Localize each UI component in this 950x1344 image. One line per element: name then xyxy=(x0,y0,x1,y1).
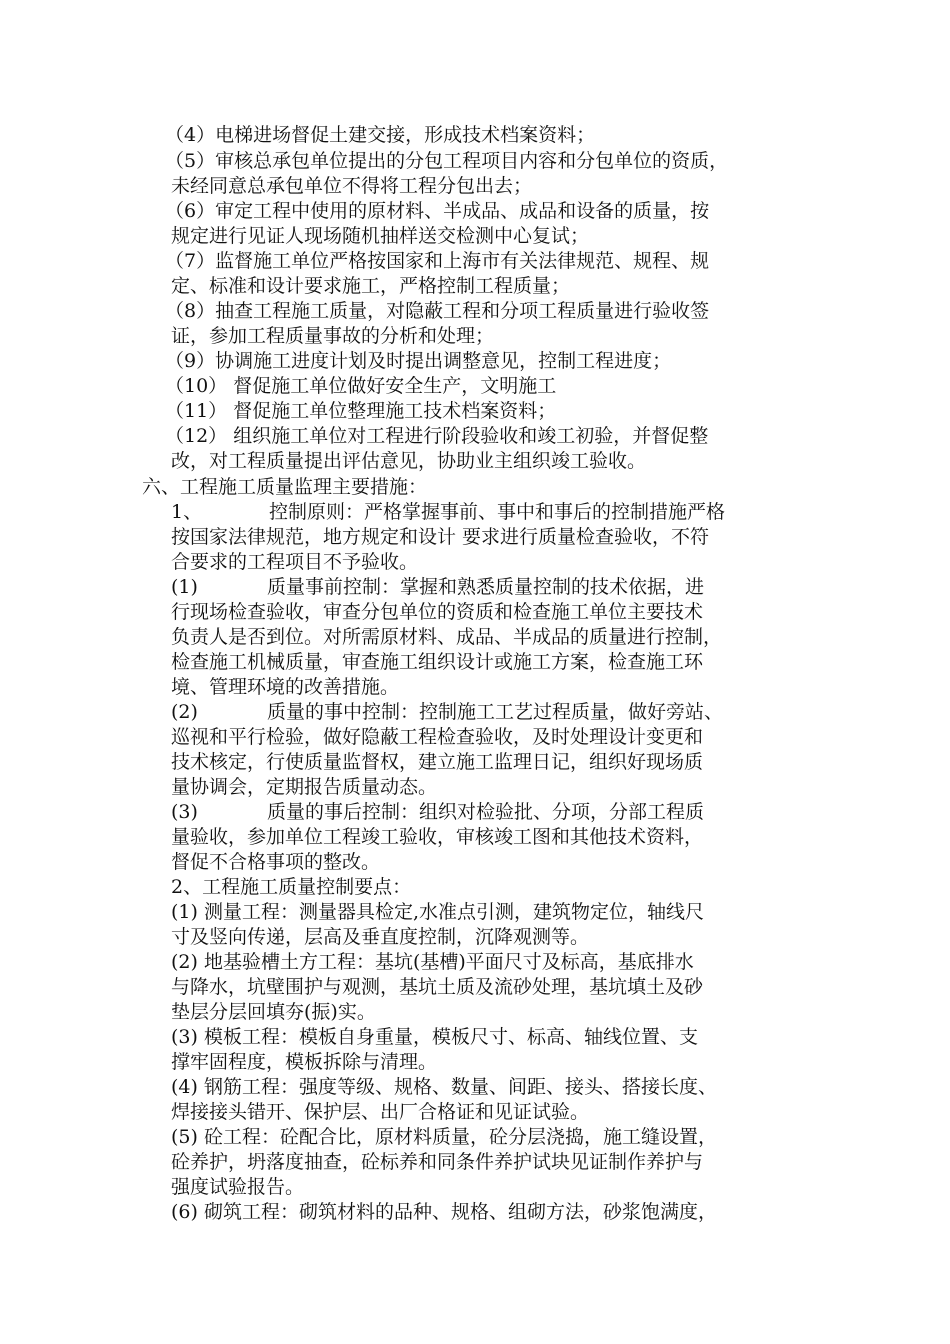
text-line: （6）审定工程中使用的原材料、半成品、成品和设备的质量，按 xyxy=(165,200,710,222)
text-line: 技术核定，行使质量监督权，建立施工监理日记，组织好现场质 xyxy=(171,751,704,773)
text-line: (6) 砌筑工程：砌筑材料的品种、规格、组砌方法，砂浆饱满度， xyxy=(171,1201,717,1223)
list-item xyxy=(165,399,825,424)
control-paragraph xyxy=(171,575,831,700)
list-item xyxy=(165,123,825,148)
text-line: 定、标准和设计要求施工，严格控制工程质量； xyxy=(171,275,571,297)
text-line: 按国家法律规范，地方规定和设计 要求进行质量检查验收，不符 xyxy=(171,526,710,548)
control-paragraph xyxy=(171,700,831,800)
point-paragraph xyxy=(171,1075,831,1125)
control-number: (1) xyxy=(171,576,198,598)
text-line: 负责人是否到位。对所需原材料、成品、半成品的质量进行控制， xyxy=(171,626,723,648)
text-line: 与降水，坑壁围护与观测，基坑土质及流砂处理，基坑填土及砂 xyxy=(171,976,704,998)
point-paragraph xyxy=(171,950,831,1025)
control-number: (3) xyxy=(171,801,198,823)
principle-number: 1、 xyxy=(171,501,203,523)
text-line: 控制原则：严格掌握事前、事中和事后的控制措施严格 xyxy=(269,501,726,523)
text-line: (5) 砼工程：砼配合比，原材料质量，砼分层浇捣，施工缝设置， xyxy=(171,1126,717,1148)
point-paragraph xyxy=(171,1125,831,1200)
text-line: 质量的事后控制：组织对检验批、分项，分部工程质 xyxy=(267,801,705,823)
text-line: (2) 地基验槽土方工程：基坑(基槽)平面尺寸及标高，基底排水 xyxy=(171,951,694,973)
text-line: (1) 测量工程：测量器具检定,水准点引测，建筑物定位，轴线尺 xyxy=(171,901,704,923)
text-line: 强度试验报告。 xyxy=(171,1176,305,1198)
list-item xyxy=(165,149,825,199)
text-line: 垫层分层回填夯(振)实。 xyxy=(171,1001,376,1023)
text-line: 行现场检查验收，审查分包单位的资质和检查施工单位主要技术 xyxy=(171,601,704,623)
point-paragraph xyxy=(171,1200,831,1225)
list-item xyxy=(165,249,825,299)
point-paragraph xyxy=(171,1025,831,1075)
text-line: 质量的事中控制：控制施工工艺过程质量，做好旁站、 xyxy=(267,701,724,723)
point-paragraph xyxy=(171,900,831,950)
text-line: 寸及竖向传递，层高及垂直度控制，沉降观测等。 xyxy=(171,926,590,948)
text-line: （7）监督施工单位严格按国家和上海市有关法律规范、规程、规 xyxy=(165,250,710,272)
text-line: 合要求的工程项目不予验收。 xyxy=(171,551,419,573)
text-line: （11） 督促施工单位整理施工技术档案资料； xyxy=(165,400,557,422)
text-line: （4）电梯进场督促土建交接，形成技术档案资料； xyxy=(165,124,596,146)
control-number: (2) xyxy=(171,701,198,723)
text-line: (3) 模板工程：模板自身重量，模板尺寸、标高、轴线位置、支 xyxy=(171,1026,698,1048)
control-paragraph xyxy=(171,800,831,875)
text-line: 未经同意总承包单位不得将工程分包出去； xyxy=(171,175,533,197)
text-line: （8）抽查工程施工质量，对隐蔽工程和分项工程质量进行验收签 xyxy=(165,300,710,322)
list-item xyxy=(165,199,825,249)
points-heading: 2、工程施工质量控制要点： xyxy=(171,876,412,898)
text-line: （9）协调施工进度计划及时提出调整意见，控制工程进度； xyxy=(165,350,672,372)
text-line: (4) 钢筋工程：强度等级、规格、数量、间距、接头、搭接长度、 xyxy=(171,1076,717,1098)
text-line: 检查施工机械质量，审查施工组织设计或施工方案，检查施工环 xyxy=(171,651,704,673)
text-line: 督促不合格事项的整改。 xyxy=(171,851,381,873)
list-item xyxy=(165,299,825,349)
list-item xyxy=(165,424,825,474)
text-line: 量验收，参加单位工程竣工验收，审核竣工图和其他技术资料， xyxy=(171,826,704,848)
list-item xyxy=(165,349,825,374)
text-line: 焊接接头错开、保护层、出厂合格证和见证试验。 xyxy=(171,1101,590,1123)
text-line: 境、管理环境的改善措施。 xyxy=(171,676,400,698)
text-line: （10） 督促施工单位做好安全生产，文明施工 xyxy=(165,375,557,397)
text-line: 撑牢固程度，模板拆除与清理。 xyxy=(171,1051,438,1073)
text-line: （5）审核总承包单位提出的分包工程项目内容和分包单位的资质， xyxy=(165,150,729,172)
text-line: 量协调会，定期报告质量动态。 xyxy=(171,776,438,798)
text-line: 证，参加工程质量事故的分析和处理； xyxy=(171,325,495,347)
list-item xyxy=(165,374,825,399)
section-heading: 六、工程施工质量监理主要措施： xyxy=(142,476,428,498)
text-line: 砼养护，坍落度抽查，砼标养和同条件养护试块见证制作养护与 xyxy=(171,1151,704,1173)
text-line: 规定进行见证人现场随机抽样送交检测中心复试； xyxy=(171,225,590,247)
text-line: 改，对工程质量提出评估意见，协助业主组织竣工验收。 xyxy=(171,450,647,472)
text-line: （12） 组织施工单位对工程进行阶段验收和竣工初验，并督促整 xyxy=(165,425,709,447)
text-line: 巡视和平行检验，做好隐蔽工程检查验收，及时处理设计变更和 xyxy=(171,726,704,748)
principle-paragraph xyxy=(171,500,831,575)
text-line: 质量事前控制：掌握和熟悉质量控制的技术依据，进 xyxy=(267,576,705,598)
